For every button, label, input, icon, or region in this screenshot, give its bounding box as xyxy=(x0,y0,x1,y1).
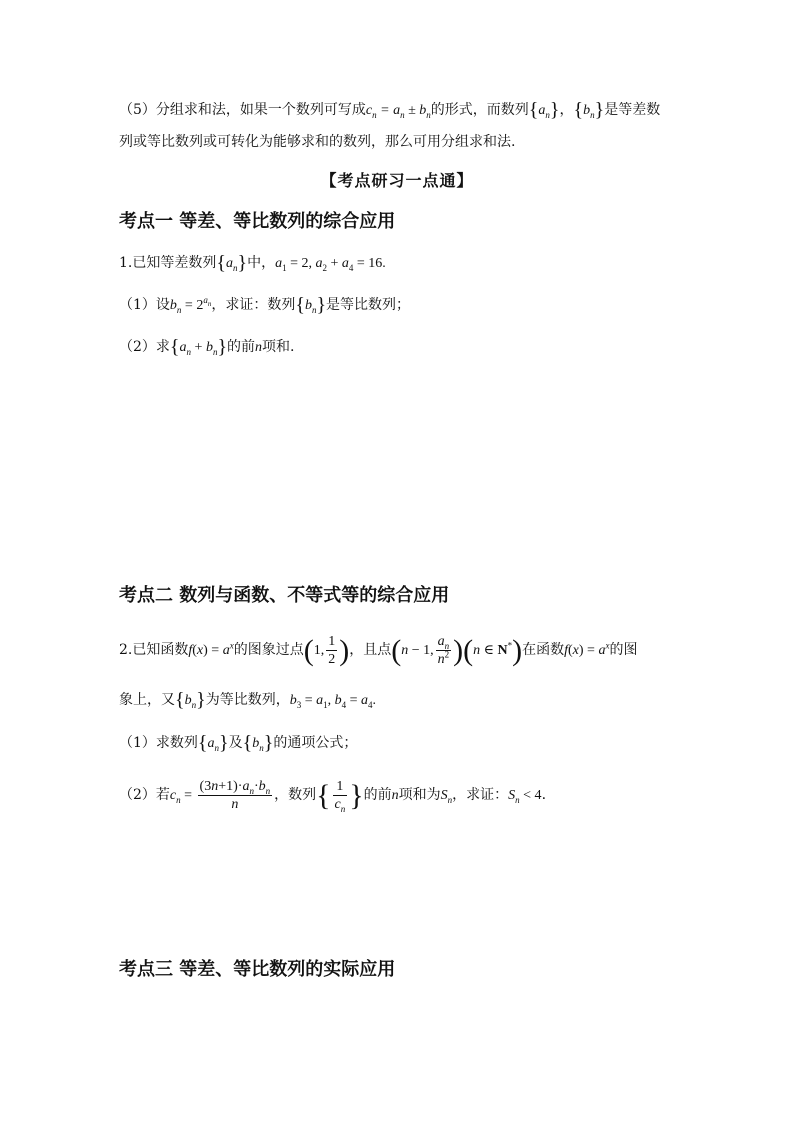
question1-part1 xyxy=(119,295,694,316)
q2-text-c: ，且点 xyxy=(349,642,392,658)
center-heading: 【考点研习一点通】 xyxy=(320,171,474,190)
q2-line2-text-b: 为等比数列， xyxy=(205,692,290,708)
q2p2-text-d: 项和为 xyxy=(398,787,441,803)
question1-part2: （2）求$\{a_n + b_n\}$的前n项和. xyxy=(119,336,295,358)
method5-line1: （5）分组求和法，如果一个数列可写成$c_n = a_n \pm b_n$的形式，而数列$\{a_n\}$，$\{b_n\}$是等差数 xyxy=(119,99,661,121)
formula-fx: $f(x) = a^x$ xyxy=(188,640,234,658)
formula-fx-2: $f(x) = a^x$ xyxy=(564,640,610,658)
topic3-title: 考点三 等差、等比数列的实际应用 xyxy=(119,959,396,980)
q2-text-a: 2.已知函数 xyxy=(119,642,189,658)
q1p1-text-b: ，求证：数列 xyxy=(211,297,296,313)
q2-text-b: 的图象过点 xyxy=(233,642,304,658)
question2-part2: （2）若$c_n$ = $\frac{(3n+1)\cdot a_n\cdot b_n}{n}$ ，数列{ $\frac{1}{c_n}$ }的前n项和为$S_n$，求证：$S_n < 4$. xyxy=(119,779,547,815)
q1-condition: $a_1 = 2$, $a_2 + a_4 = 16$. xyxy=(275,256,386,273)
q2p2-text-a: （2）若 xyxy=(119,787,170,803)
q2p1-text-c: 的通项公式； xyxy=(273,735,358,751)
formula-seq-b: $\{b_n\}$ xyxy=(295,294,327,316)
q2p2-text-b: ，数列 xyxy=(274,787,317,803)
formula-recip-seq: { $\frac{1}{c_n}$ } xyxy=(316,779,364,815)
q1p2-text-a: （2）求 xyxy=(119,339,170,355)
formula-sn-ineq: $S_n < 4$ xyxy=(508,788,542,805)
formula-seq-b: $\{b_n\}$ xyxy=(175,689,206,711)
q2p1-text-a: （1）求数列 xyxy=(119,735,198,751)
question2-stem-line2 xyxy=(119,690,694,711)
formula-sn: $S_n$ xyxy=(440,788,453,805)
q2p2-text-e: ，求证： xyxy=(452,787,509,803)
q2-text-e: 的图 xyxy=(609,642,638,658)
formula-cn-def: $c_n$ = $\frac{(3n+1)\cdot a_n\cdot b_n}{n}$ xyxy=(169,779,271,813)
formula-sum-seq: $\{a_n + b_n\}$ xyxy=(169,336,228,358)
formula-seq-b: $\{b_n\}$ xyxy=(242,732,274,754)
method5-text-b: 的形式，而数列 xyxy=(430,102,529,118)
topic2-title: 考点二 数列与函数、不等式等的综合应用 xyxy=(119,585,450,606)
method5-text-a: （5）分组求和法，如果一个数列可写成 xyxy=(119,102,366,118)
point-n: (n − 1, $\frac{a_n}{n^2}$ )(n ∈ N*) xyxy=(391,634,523,668)
question1-stem xyxy=(119,253,694,274)
q1-prefix: 1.已知等差数列 xyxy=(119,255,217,271)
formula-seq-a: $\{a_n\}$ xyxy=(197,732,229,754)
q2p2-text-c: 的前 xyxy=(363,787,392,803)
point-1-half: (1, $\frac{1}{2}$ ) xyxy=(303,634,350,668)
q1-mid: 中， xyxy=(247,255,276,271)
q2-line2-text-a: 象上，又 xyxy=(119,692,175,708)
method5-line2: 列或等比数列或可转化为能够求和的数列，那么可用分组求和法. xyxy=(119,134,516,150)
formula-seq-a: $\{a_n\}$ xyxy=(216,252,248,274)
question2-part1 xyxy=(119,733,694,754)
formula-cn: $c_n = a_n \pm b_n$ xyxy=(365,103,431,120)
q2-text-d: 在函数 xyxy=(522,642,565,658)
topic1-title: 考点一 等差、等比数列的综合应用 xyxy=(119,211,396,232)
q2p2-text-f: . xyxy=(541,787,547,803)
formula-b3-b4: $b_3 = a_1$, $b_4 = a_4$. xyxy=(289,693,377,710)
q1p2-text-c: 项和. xyxy=(262,339,295,355)
formula-seq-a: $\{a_n\}$ xyxy=(528,99,560,121)
method5-text-c: 是等差数 xyxy=(604,102,661,118)
formula-bn: $b_n = 2^{a_n}$ xyxy=(169,295,212,315)
q1p1-text-c: 是等比数列； xyxy=(326,297,411,313)
formula-seq-b: $\{b_n\}$ xyxy=(573,99,605,121)
q1p2-text-b: 的前 xyxy=(227,339,256,355)
q1p1-text-a: （1）设 xyxy=(119,297,170,313)
question2-stem xyxy=(119,633,694,667)
q2p1-text-b: 及 xyxy=(228,735,243,751)
